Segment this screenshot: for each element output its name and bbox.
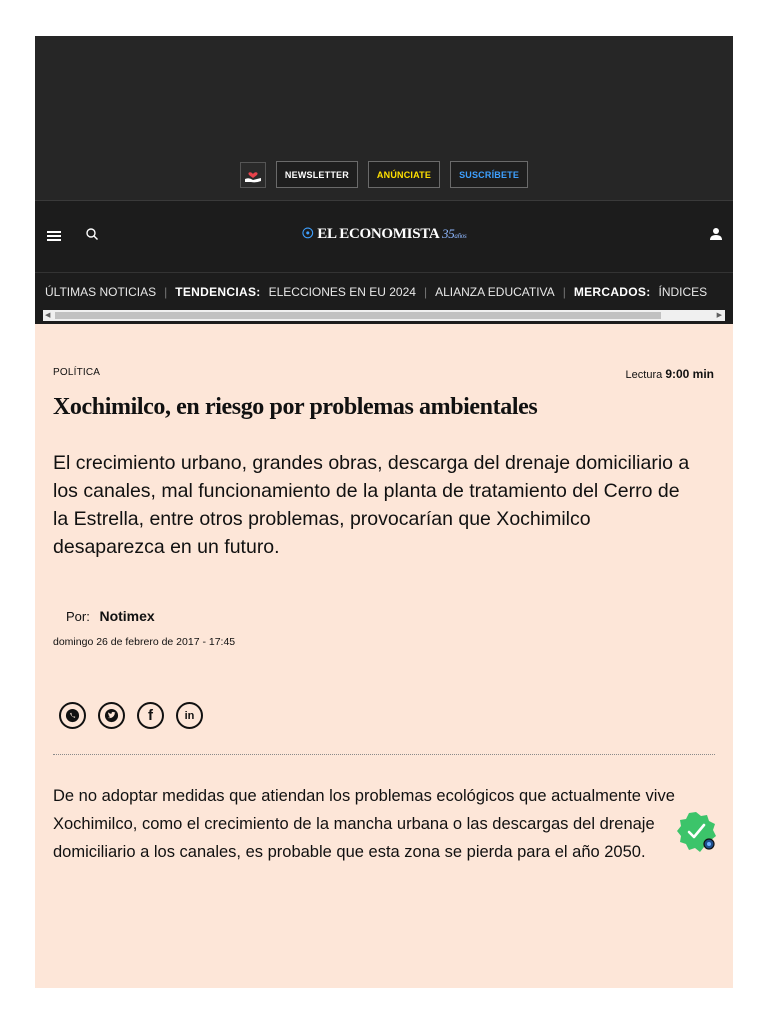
horizontal-scrollbar[interactable]	[43, 310, 725, 321]
share-divider	[53, 754, 715, 755]
ticker-trend-item[interactable]: ALIANZA EDUCATIVA	[435, 285, 555, 299]
ticker-separator: |	[423, 285, 428, 299]
ticker-separator: |	[562, 285, 566, 299]
twitter-icon[interactable]	[98, 702, 125, 729]
top-ad-bar	[35, 36, 733, 200]
ticker-items	[45, 285, 707, 299]
logo-mark-icon: ☉	[301, 227, 314, 242]
article-body-paragraph: De no adoptar medidas que atiendan los problemas ecológicos que actualmente vive Xochimilco, como el crecimiento de la mancha urbana o las descargas del drenaje domiciliario a los canales, es probable que esta zona se pierda para el año 2050.	[53, 787, 675, 861]
top-button-row	[35, 161, 733, 188]
advertise-button[interactable]: ANÚNCIATE	[368, 161, 440, 188]
reading-time-label: Lectura	[625, 369, 663, 381]
section-label[interactable]: POLÍTICA	[53, 367, 101, 378]
ticker-trend-item[interactable]: ELECCIONES EN EU 2024	[268, 285, 416, 299]
byline-label: Por:	[66, 609, 90, 624]
article-summary: El crecimiento urbano, grandes obras, descarga del drenaje domiciliario a los canales, mal funcionamiento de la planta de tratamiento del Cerro de la Estrella, entre otros problemas, provocarían que Xochimilco desaparezca en un futuro.	[53, 452, 690, 558]
scroll-right-arrow-icon[interactable]: ▶	[716, 312, 722, 319]
main-navbar	[35, 200, 733, 272]
linkedin-icon[interactable]: in	[176, 702, 203, 729]
ticker-markets-label: MERCADOS:	[573, 285, 651, 299]
logo-anniversary: 35	[442, 226, 455, 241]
site-logo[interactable]	[35, 226, 733, 243]
share-buttons	[59, 702, 203, 729]
verified-badge-icon[interactable]	[675, 810, 719, 854]
author-name[interactable]: Notimex	[99, 608, 155, 624]
heart-hand-icon[interactable]	[240, 162, 266, 188]
page-frame	[35, 36, 733, 988]
subscribe-button[interactable]: SUSCRÍBETE	[450, 161, 528, 188]
ticker-market-item[interactable]: ÍNDICES	[658, 285, 708, 299]
whatsapp-icon[interactable]	[59, 702, 86, 729]
user-account-icon[interactable]	[709, 227, 723, 246]
reading-time	[626, 367, 714, 381]
scroll-left-arrow-icon[interactable]: ◀	[45, 312, 51, 319]
article-headline: Xochimilco, en riesgo por problemas ambientales	[53, 394, 538, 420]
byline	[66, 608, 155, 624]
ticker-trends-label: TENDENCIAS:	[175, 285, 261, 299]
logo-text: EL ECONOMISTA	[317, 226, 439, 242]
publish-date: domingo 26 de febrero de 2017 - 17:45	[53, 636, 236, 648]
newsletter-button[interactable]: NEWSLETTER	[276, 161, 358, 188]
scrollbar-thumb[interactable]	[55, 312, 661, 319]
facebook-icon[interactable]: f	[137, 702, 164, 729]
ticker-latest-news[interactable]: ÚLTIMAS NOTICIAS	[45, 285, 157, 299]
reading-time-value: 9:00 min	[665, 367, 714, 381]
logo-anniversary-suffix: años	[454, 232, 467, 240]
ticker-separator: |	[164, 285, 168, 299]
trending-ticker	[35, 272, 733, 324]
